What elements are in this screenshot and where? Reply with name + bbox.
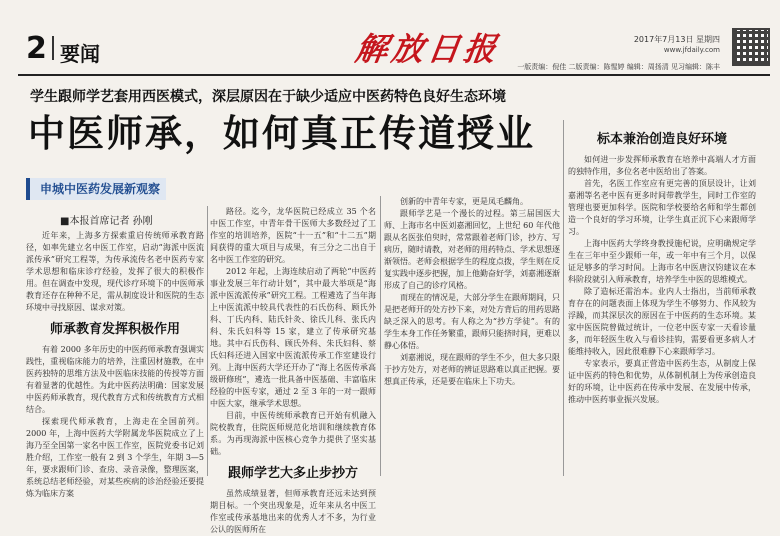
paragraph: 刘嘉湘说，现在跟师的学生不少，但大多只限于抄方处方，对老师的辨证思路难以真正把握。要想真正传承，还是要在临床上下功夫。 (384, 353, 560, 386)
paragraph: 跟师学艺是一个漫长的过程。第三届国医大师、上海市名中医刘嘉湘回忆，上世纪 60 年代他跟从名医张伯臾时，常常跟着老师门诊，抄方、写病历，随时请教，对老师的用药特点、学术思想逐渐领悟。老师会根据学生的程度点拨，学生则在反复实践中逐步把握，加上他勤奋好学，刘嘉湘逐渐形成了自己的诊疗风格。 (384, 209, 560, 290)
qr-code-icon (732, 28, 770, 66)
paragraph: 目前，中医传统师承教育已开始有机融入院校教育，住院医师规范化培训和继续教育体系。为再现海派中医核心竞争力提供了坚实基础。 (210, 411, 376, 456)
page-number: 2 (26, 31, 47, 66)
paragraph: 2012 年起，上海连续启动了两轮“中医药事业发展三年行动计划”，其中最大举项是“海派中医流派传承”研究工程。工程遴选了当年海上中医流派中较具代表性的石氏伤科、顾氏外科、丁氏内科、陆氏针灸、徐氏儿科、张氏内科、朱氏妇科等 15 家，建立了传承研究基地。其中石氏伤科、顾氏外科、朱氏妇科、蔡氏妇科还进入国家中医流派传承工作室建设行列。上海中医药大学还开办了“海上名医传承高级研修班”，遴选一批具备中医基础、丰富临床经验的中医专家，通过 2 至 3 年的一对一跟师中医大家，继承学术思想。 (210, 267, 376, 408)
header-rule (18, 74, 770, 76)
paragraph: 而现在的情况是，大部分学生在跟师期间，只是把老师开的处方抄下来，对处方背后的用药思路缺乏深入的思考。有人称之为“抄方学徒”。有的学生本身工作任务繁重，跟师只能挤时间，更难以静心体悟。 (384, 293, 560, 350)
article-pretitle: 学生跟师学艺套用西医模式，深层原因在于缺少适应中医药特色良好生态环境 (30, 89, 506, 105)
editor-credits: 一版责编：倪佳 二版责编：陈惺婷 编辑：周扬清 见习编辑：陈丰 (517, 63, 720, 71)
article-column-3 (384, 196, 560, 476)
paragraph: 创新的中青年专家，更是凤毛麟角。 (400, 197, 528, 206)
paragraph: 虽然成绩显著，但师承教育还远未达到预期目标。一个突出现象是，近年来从名中医工作室或传承基地出来的优秀人才不多，为行业公认的医师所在 (210, 489, 376, 534)
column-divider (207, 206, 208, 476)
subheading: 师承教育发挥积极作用 (49, 322, 180, 337)
paragraph: 探索现代师承教育，上海走在全国前列。2000 年，上海中医药大学附属龙华医院成立了上海乃至全国第一家名中医工作室，医院党委书记刘胜介绍，工作室一般有 2 到 3 个学生，年期 3—5 年，要求跟师门诊、查房、录音录像，整理医案，系统总结老师经验，对某些疾病的诊治经验还要提炼为临床方案 (26, 417, 204, 498)
page-number-divider (52, 36, 54, 60)
column-divider (563, 120, 564, 476)
paragraph: 如何进一步发挥师承教育在培养中高端人才方面的独特作用，多位名老中医给出了答案。 (568, 155, 756, 176)
article-column-1 (26, 230, 204, 498)
section-name: 要闻 (60, 42, 100, 66)
paragraph: 除了造标还需治本。业内人士指出，当前师承教育存在的问题表面上体现为学生不够努力、作风较为浮躁，而其深层次的原因在于中医药的生态环境。某家中医医院曾做过统计，一位老中医专家一天看诊量多，而年轻医生收入与看诊挂钩，需要看更多病人才能维持收入，因此很难静下心来跟师学习。 (568, 287, 756, 356)
subheading: 标本兼治创造良好环境 (596, 132, 727, 147)
paragraph: 首先，名医工作室应有更完善的顶层设计，让刘嘉湘等名老中医有更多时间带教学生，同时工作室的管理也要更加科学。医院和学校要给名师和学生都创造一个良好的学习环境，让学生真正沉下心来跟师学习。 (568, 179, 756, 236)
article-column-4 (568, 124, 756, 476)
masthead-logo: 解放日报 (353, 30, 503, 68)
page-header (0, 0, 780, 74)
paragraph: 近年来，上海多方探索重启传统师承教育路径，如率先建立名中医工作室，启动“海派中医流派传承”研究工程等，为传承流传名老中医药专家学术思想和临床诊疗经验，发挥了很大的积极作用。但在调查中发现，现代诊疗环境下的中医师承教育还存在种种不足，需从制度设计和医院的生态环境中寻找原因、谋求对策。 (26, 231, 204, 312)
subheading: 跟师学艺大多止步抄方 (227, 466, 358, 481)
column-heading: 申城中医药发展新观察 (26, 178, 166, 200)
website: www.jfdaily.com (663, 46, 720, 54)
paragraph: 专家表示，要真正营造中医药生态，从制度上保证中医药的特色和优势，从体制机制上为传承创造良好的环境，让中医药在传承中发展、在发展中传承，推动中医药事业振兴发展。 (568, 359, 756, 404)
paragraph: 有着 2000 多年历史的中医药师承教育强调实践性，重视临床能力的培养，注重因材施教，在中医药独特的思维方法及中医临床技能的传授等方面有着显著的优越性。为此中医药法明确：国家发展中医药师承教育，现代教育方式和传统教育方式相结合。 (26, 345, 204, 414)
issue-date: 2017年7月13日 星期四 (633, 35, 720, 44)
paragraph: 路径。迄今，龙华医院已经成立 35 个名中医工作室，中青年骨干医师大多数经过了工作室的培训培养，医院“十一五”和“十二五”期间获得的重大项目与成果，有三分之二出自于名中医工作室的研究。 (210, 207, 376, 264)
byline: ■本报首席记者 孙刚 (60, 216, 153, 227)
paragraph: 上海中医药大学终身教授施杞说，应明确规定学生在三年中至少跟师一年，或一年中有三个月，以保证足够多的学习时间。上海市名中医唐汉钧建议在本科阶段就引入师承教育，培养学生中医的思维模式。 (568, 239, 756, 284)
article-title: 中医师承，如何真正传道授业 (28, 112, 535, 155)
article-column-2 (210, 206, 376, 534)
column-divider (380, 196, 381, 476)
